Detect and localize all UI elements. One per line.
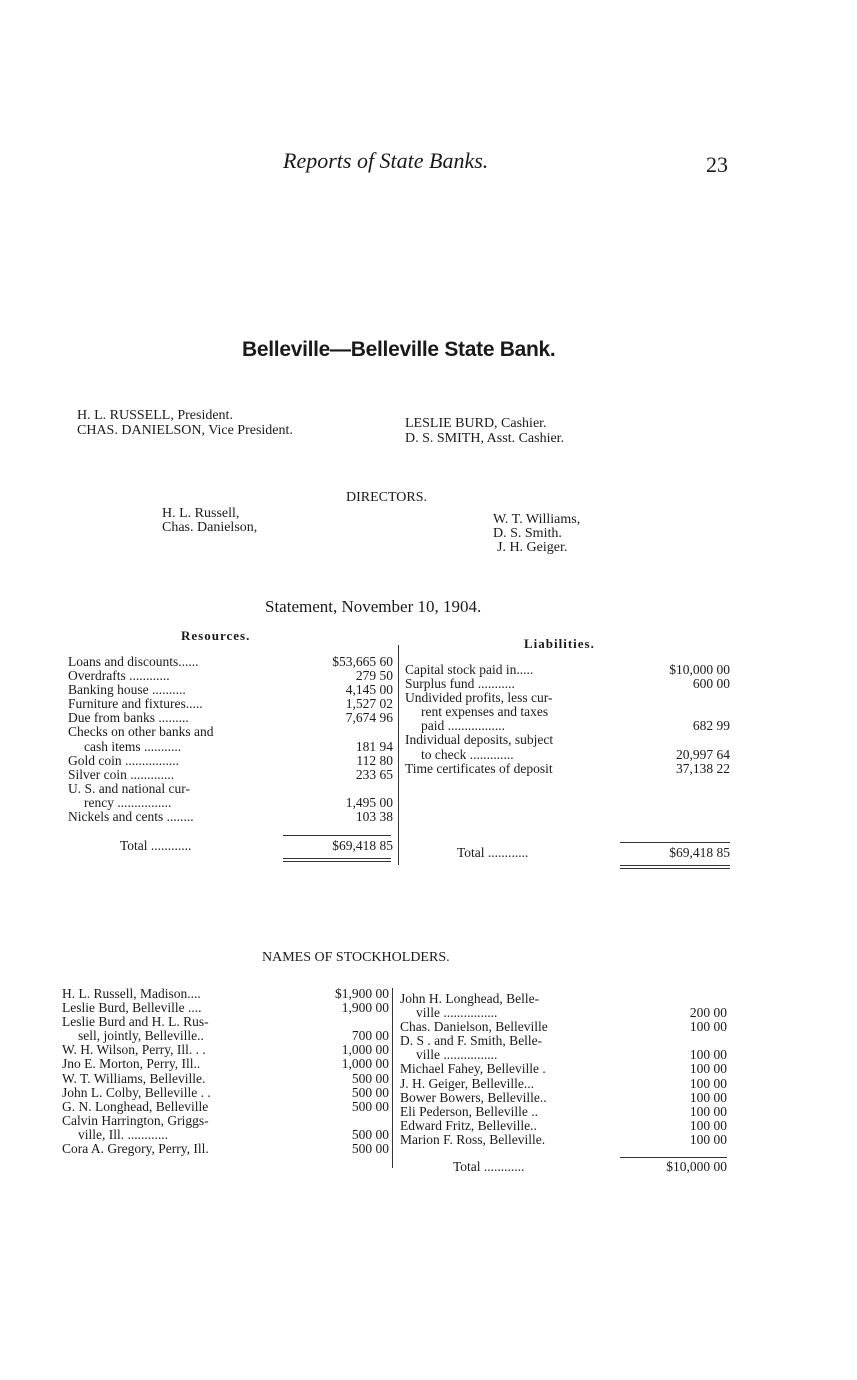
page-number: 23 <box>706 152 728 177</box>
ledger-amount: $53,665 60 <box>332 654 393 669</box>
director-item: Chas. Danielson, <box>162 520 258 535</box>
ledger-row <box>400 1034 727 1048</box>
ledger-row <box>68 697 393 711</box>
ledger-row <box>62 1015 389 1029</box>
ledger-label: John H. Longhead, Belle- <box>400 991 540 1006</box>
ledger-row <box>400 1105 727 1119</box>
ledger-amount: 181 94 <box>355 738 393 754</box>
ledger-row <box>405 663 730 677</box>
director-item: H. L. Russell, <box>162 506 240 521</box>
officer-asst-cashier: D. S. SMITH, Asst. Cashier. <box>405 431 565 446</box>
ledger-label: Cora A. Gregory, Perry, Ill. <box>62 1141 209 1157</box>
ledger-amount: 103 38 <box>355 809 393 825</box>
ledger-amount: 500 00 <box>351 1070 389 1086</box>
ledger-amount: 100 00 <box>689 1117 727 1133</box>
ledger-label: Calvin Harrington, Griggs- <box>62 1112 209 1128</box>
ledger-row <box>68 669 393 683</box>
ledger-row <box>400 1062 727 1076</box>
ledger-row <box>62 1128 389 1142</box>
ledger-label: Surplus fund ........... <box>405 676 515 692</box>
ledger-label: to check ............. <box>421 746 514 762</box>
ledger-row <box>68 725 393 739</box>
ledger-label: ville ................ <box>416 1047 498 1063</box>
liabilities-ledger <box>405 663 730 776</box>
ledger-row <box>68 683 393 697</box>
ledger-amount: 200 00 <box>689 1005 727 1021</box>
ledger-amount: 100 00 <box>689 1047 727 1063</box>
resources-ledger <box>68 655 393 824</box>
ledger-amount: 700 00 <box>351 1028 389 1044</box>
liabilities-total-row <box>457 846 730 860</box>
ledger-amount: 682 99 <box>692 718 730 734</box>
ledger-amount: $1,900 00 <box>335 986 389 1001</box>
resources-total-row <box>120 839 393 853</box>
ledger-amount: 100 00 <box>689 1131 727 1147</box>
ledger-row <box>400 1119 727 1133</box>
ledger-amount: 1,495 00 <box>345 794 393 810</box>
ledger-label: Individual deposits, subject <box>405 732 554 748</box>
ledger-amount: 4,145 00 <box>345 682 393 698</box>
ledger-label: Time certificates of deposit <box>405 760 553 776</box>
officers-left <box>77 408 293 438</box>
ledger-row <box>400 1006 727 1020</box>
resources-heading: Resources. <box>181 628 251 643</box>
double-rule-bottom <box>283 861 391 862</box>
ledger-label: John L. Colby, Belleville . . <box>62 1084 211 1100</box>
column-divider <box>392 988 393 1168</box>
ledger-label: D. S . and F. Smith, Belle- <box>400 1033 543 1049</box>
ledger-label: G. N. Longhead, Belleville <box>62 1098 209 1114</box>
stockholders-total-rule <box>620 1157 727 1158</box>
ledger-amount: 500 00 <box>351 1084 389 1100</box>
ledger-amount: 100 00 <box>689 1089 727 1105</box>
ledger-row <box>62 987 389 1001</box>
ledger-amount: 279 50 <box>355 668 393 684</box>
ledger-amount: 112 80 <box>356 752 393 768</box>
double-rule-bottom <box>620 868 730 869</box>
ledger-label: U. S. and national cur- <box>68 780 190 796</box>
directors-left <box>162 507 257 535</box>
ledger-row <box>68 711 393 725</box>
director-item: D. S. Smith. <box>493 526 562 541</box>
directors-title: DIRECTORS. <box>346 490 428 505</box>
ledger-row <box>68 782 393 796</box>
ledger-amount: 37,138 22 <box>676 760 730 776</box>
ledger-label: Jno E. Morton, Perry, Ill.. <box>62 1056 201 1072</box>
ledger-label: Silver coin ............. <box>68 766 175 782</box>
total-label: Total ............ <box>457 845 529 860</box>
ledger-label: Overdrafts ............ <box>68 668 170 684</box>
officer-president: H. L. RUSSELL, President. <box>77 408 233 423</box>
resources-total-rule <box>283 835 391 836</box>
total-amount: $10,000 00 <box>666 1159 727 1174</box>
ledger-amount: 600 00 <box>692 676 730 692</box>
total-label: Total ............ <box>453 1159 525 1174</box>
ledger-label: W. H. Wilson, Perry, Ill. . . <box>62 1042 206 1058</box>
ledger-row <box>68 810 393 824</box>
ledger-label: Banking house .......... <box>68 682 186 698</box>
ledger-label: cash items ........... <box>84 738 182 754</box>
ledger-amount: 20,997 64 <box>676 746 730 762</box>
ledger-label: rency ................ <box>84 794 172 810</box>
ledger-row <box>68 768 393 782</box>
bank-title: Belleville—Belleville State Bank. <box>242 338 556 361</box>
total-amount: $69,418 85 <box>332 838 393 853</box>
ledger-label: Leslie Burd, Belleville .... <box>62 1000 202 1016</box>
ledger-label: rent expenses and taxes <box>421 704 549 720</box>
ledger-row <box>400 1020 727 1034</box>
double-rule-top <box>620 865 730 866</box>
ledger-row <box>62 1072 389 1086</box>
ledger-row <box>405 762 730 776</box>
ledger-label: Chas. Danielson, Belleville <box>400 1019 548 1035</box>
stockholders-total-row <box>453 1160 727 1174</box>
officers-right <box>405 416 564 446</box>
officer-cashier: LESLIE BURD, Cashier. <box>405 416 547 431</box>
ledger-row <box>405 677 730 691</box>
ledger-amount: 100 00 <box>689 1019 727 1035</box>
ledger-amount: 7,674 96 <box>345 710 393 726</box>
ledger-row <box>400 1077 727 1091</box>
ledger-label: Nickels and cents ........ <box>68 809 194 825</box>
ledger-row <box>405 733 730 747</box>
ledger-row <box>62 1057 389 1071</box>
total-amount: $69,418 85 <box>669 845 730 860</box>
ledger-amount: 1,900 00 <box>341 1000 389 1016</box>
ledger-row <box>62 1086 389 1100</box>
ledger-row <box>400 992 727 1006</box>
ledger-row <box>405 705 730 719</box>
ledger-label: H. L. Russell, Madison.... <box>62 986 201 1001</box>
ledger-row <box>400 1133 727 1147</box>
statement-title: Statement, November 10, 1904. <box>265 597 482 616</box>
directors-right <box>493 513 580 555</box>
ledger-row <box>62 1100 389 1114</box>
ledger-label: Leslie Burd and H. L. Rus- <box>62 1014 209 1030</box>
ledger-row <box>62 1142 389 1156</box>
ledger-label: ville, Ill. ............ <box>78 1126 168 1142</box>
ledger-row <box>68 754 393 768</box>
ledger-row <box>405 719 730 733</box>
ledger-amount: 100 00 <box>689 1075 727 1091</box>
ledger-label: J. H. Geiger, Belleville... <box>400 1075 535 1091</box>
ledger-amount: 1,000 00 <box>341 1056 389 1072</box>
ledger-amount: 1,527 02 <box>345 696 393 712</box>
ledger-label: ville ................ <box>416 1005 498 1021</box>
ledger-label: W. T. Williams, Belleville. <box>62 1070 206 1086</box>
stockholders-left <box>62 987 389 1156</box>
ledger-label: Loans and discounts...... <box>68 654 199 669</box>
ledger-row <box>62 1029 389 1043</box>
column-divider <box>398 645 399 865</box>
stockholders-right <box>400 992 727 1147</box>
total-label: Total ............ <box>120 838 192 853</box>
ledger-label: Michael Fahey, Belleville . <box>400 1061 546 1077</box>
ledger-row <box>68 796 393 810</box>
ledger-row <box>400 1091 727 1105</box>
ledger-label: Gold coin ................ <box>68 752 179 768</box>
running-head: Reports of State Banks. <box>283 148 489 173</box>
ledger-label: Capital stock paid in..... <box>405 662 534 677</box>
ledger-row <box>62 1114 389 1128</box>
ledger-label: Checks on other banks and <box>68 724 214 740</box>
officer-vice-president: CHAS. DANIELSON, Vice President. <box>77 423 293 438</box>
ledger-label: sell, jointly, Belleville.. <box>78 1028 204 1044</box>
ledger-row <box>68 740 393 754</box>
ledger-amount: 100 00 <box>689 1061 727 1077</box>
ledger-label: Due from banks ......... <box>68 710 189 726</box>
ledger-amount: 500 00 <box>351 1098 389 1114</box>
liabilities-total-rule <box>620 842 730 843</box>
ledger-label: Undivided profits, less cur- <box>405 690 553 706</box>
ledger-amount: 500 00 <box>351 1126 389 1142</box>
liabilities-heading: Liabilities. <box>524 636 595 651</box>
ledger-label: Bower Bowers, Belleville.. <box>400 1089 547 1105</box>
ledger-row <box>400 1048 727 1062</box>
ledger-row <box>68 655 393 669</box>
director-item: J. H. Geiger. <box>497 540 568 555</box>
ledger-amount: 500 00 <box>351 1141 389 1157</box>
ledger-amount: 1,000 00 <box>341 1042 389 1058</box>
ledger-row <box>405 748 730 762</box>
double-rule-top <box>283 858 391 859</box>
ledger-row <box>405 691 730 705</box>
director-item: W. T. Williams, <box>493 512 581 527</box>
ledger-label: Edward Fritz, Belleville.. <box>400 1117 537 1133</box>
ledger-label: Marion F. Ross, Belleville. <box>400 1131 546 1147</box>
ledger-amount: 233 65 <box>355 766 393 782</box>
ledger-row <box>62 1001 389 1015</box>
ledger-label: paid ................. <box>421 718 505 734</box>
stockholders-title: NAMES OF STOCKHOLDERS. <box>262 950 450 965</box>
ledger-label: Furniture and fixtures..... <box>68 696 203 712</box>
ledger-amount: 100 00 <box>689 1103 727 1119</box>
ledger-row <box>62 1043 389 1057</box>
ledger-amount: $10,000 00 <box>669 662 730 677</box>
ledger-label: Eli Pederson, Belleville .. <box>400 1103 538 1119</box>
